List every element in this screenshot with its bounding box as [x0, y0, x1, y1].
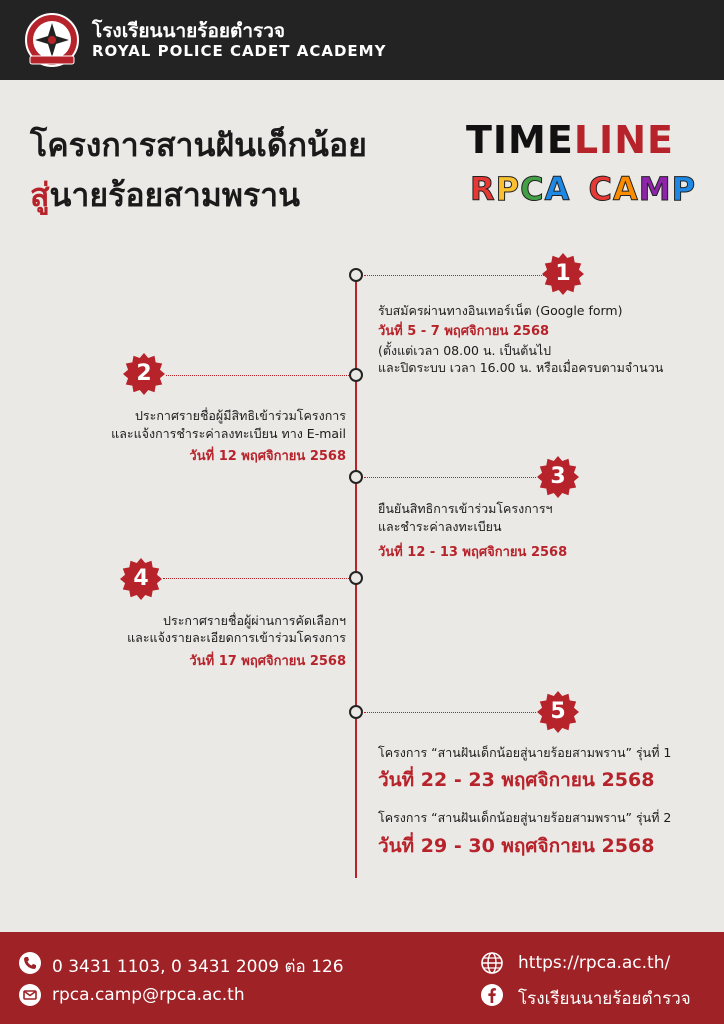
step3-line-2: และชำระค่าลงทะเบียน	[378, 519, 502, 534]
camp-letter: P	[671, 170, 697, 208]
step5-round2: โครงการ “สานฝันเด็กน้อยสู่นายร้อยสามพราน” รุ่นที่ 2	[378, 810, 672, 825]
step4-line-2: และแจ้งรายละเอียดการเข้าร่วมโครงการ	[127, 630, 346, 645]
step4-line-1: ประกาศรายชื่อผู้ผ่านการคัดเลือกฯ	[163, 613, 346, 628]
camp-letter	[570, 170, 582, 208]
step3-date: วันที่ 12 - 13 พฤศจิกายน 2568	[378, 545, 568, 560]
step2-date: วันที่ 12 พฤศจิกายน 2568	[189, 449, 346, 464]
step3-line-1: ยืนยันสิทธิการเข้าร่วมโครงการฯ	[378, 501, 553, 516]
rpca-camp-logo	[470, 170, 696, 208]
step-number-3: 3	[550, 464, 566, 489]
footer-email[interactable]: rpca.camp@rpca.ac.th	[52, 985, 245, 1005]
step5-round1-date: วันที่ 22 - 23 พฤศจิกายน 2568	[378, 769, 655, 791]
connector-3	[364, 477, 536, 478]
police-academy-crest-icon	[24, 12, 80, 68]
camp-letter: C	[520, 170, 545, 208]
school-name-english: ROYAL POLICE CADET ACADEMY	[92, 42, 387, 60]
project-title-line1: โครงการสานฝันเด็กน้อย	[30, 126, 367, 164]
camp-letter: A	[612, 170, 639, 208]
timeline-heading	[466, 118, 674, 162]
timeline-node-5	[349, 705, 363, 719]
step1-note-1: (ตั้งแต่เวลา 08.00 น. เป็นต้นไป	[378, 343, 552, 358]
connector-1	[364, 275, 544, 276]
camp-letter: P	[495, 170, 521, 208]
school-name-thai: โรงเรียนนายร้อยตำรวจ	[92, 20, 286, 42]
timeline-node-3	[349, 470, 363, 484]
footer-website-link[interactable]: https://rpca.ac.th/	[518, 953, 671, 973]
step-number-5: 5	[550, 699, 566, 724]
facebook-icon	[480, 983, 504, 1007]
step1-text: รับสมัครผ่านทางอินเทอร์เน็ต (Google form)	[378, 303, 623, 318]
camp-letter: C	[588, 170, 613, 208]
connector-5	[364, 712, 536, 713]
step-number-2: 2	[136, 361, 152, 386]
step-number-4: 4	[133, 566, 149, 591]
camp-letter: R	[470, 170, 496, 208]
step5-round2-date: วันที่ 29 - 30 พฤศจิกายน 2568	[378, 835, 655, 857]
footer-phone: 0 3431 1103, 0 3431 2009 ต่อ 126	[52, 957, 344, 977]
header-bar	[0, 0, 724, 80]
project-title-line2	[30, 170, 300, 221]
timeline-node-4	[349, 571, 363, 585]
step-number-1: 1	[555, 261, 571, 286]
step2-line-2: และแจ้งการชำระค่าลงทะเบียน ทาง E-mail	[111, 426, 346, 441]
timeline-heading-time: TIME	[466, 118, 574, 162]
timeline-heading-line: LINE	[573, 118, 674, 162]
step1-date: วันที่ 5 - 7 พฤศจิกายน 2568	[378, 324, 550, 339]
mail-icon	[18, 983, 42, 1007]
step4-date: วันที่ 17 พฤศจิกายน 2568	[189, 654, 346, 669]
connector-4	[163, 578, 349, 579]
camp-letter: A	[544, 170, 571, 208]
timeline-node-2	[349, 368, 363, 382]
timeline-node-1	[349, 268, 363, 282]
footer-bar	[0, 932, 724, 1024]
title-rest: นายร้อยสามพราน	[49, 176, 300, 214]
step1-note-2: และปิดระบบ เวลา 16.00 น. หรือเมื่อครบตามจำนวน	[378, 360, 664, 375]
connector-2	[166, 375, 349, 376]
title-accent: สู่	[30, 176, 50, 214]
step2-line-1: ประกาศรายชื่อผู้มีสิทธิเข้าร่วมโครงการ	[135, 408, 346, 423]
camp-letter: M	[638, 170, 672, 208]
globe-icon	[480, 951, 504, 975]
footer-facebook-link[interactable]: โรงเรียนนายร้อยตำรวจ	[518, 989, 691, 1009]
phone-icon	[18, 951, 42, 975]
step5-round1: โครงการ “สานฝันเด็กน้อยสู่นายร้อยสามพราน” รุ่นที่ 1	[378, 745, 672, 760]
